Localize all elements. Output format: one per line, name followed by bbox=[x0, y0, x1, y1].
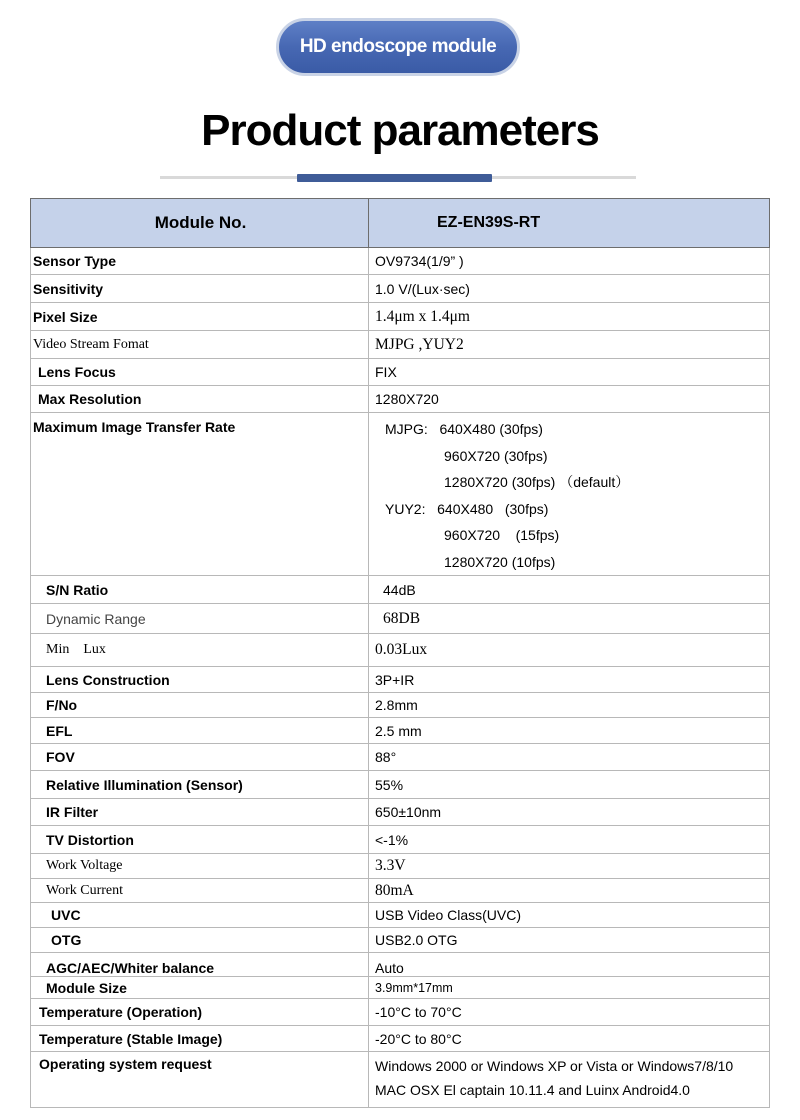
param-label: EFL bbox=[31, 718, 369, 744]
param-value: 2.8mm bbox=[369, 693, 770, 718]
param-value: MJPG ,YUY2 bbox=[369, 331, 770, 359]
param-label: IR Filter bbox=[31, 799, 369, 826]
param-value: USB Video Class(UVC) bbox=[369, 903, 770, 928]
table-header-row bbox=[31, 199, 770, 248]
param-label: Sensitivity bbox=[31, 275, 369, 303]
param-value: 80mA bbox=[369, 879, 770, 903]
table-row bbox=[31, 744, 770, 771]
param-value: 1.4μm x 1.4μm bbox=[369, 303, 770, 331]
table-row bbox=[31, 303, 770, 331]
table-row bbox=[31, 275, 770, 303]
param-value: 0.03Lux bbox=[369, 634, 770, 667]
param-label: Lens Construction bbox=[31, 667, 369, 693]
rate-line: 1280X720 (10fps) bbox=[444, 553, 556, 570]
parameters-table bbox=[30, 198, 770, 1108]
param-value: 88° bbox=[369, 744, 770, 771]
param-label: Relative Illumination (Sensor) bbox=[31, 771, 369, 799]
param-value: 3P+IR bbox=[369, 667, 770, 693]
param-value: <-1% bbox=[369, 826, 770, 854]
table-row bbox=[31, 634, 770, 667]
module-no-value: EZ-EN39S-RT bbox=[369, 199, 770, 248]
table-row bbox=[31, 771, 770, 799]
param-label: Work Voltage bbox=[31, 854, 369, 879]
rate-line: YUY2: 640X480 (30fps) bbox=[385, 500, 549, 517]
param-label: UVC bbox=[31, 903, 369, 928]
param-label: AGC/AEC/Whiter balance bbox=[31, 953, 369, 977]
os-line: MAC OSX El captain 10.11.4 and Luinx Android4.0 bbox=[375, 1082, 690, 1098]
param-label: Work Current bbox=[31, 879, 369, 903]
table-row bbox=[31, 331, 770, 359]
table-row bbox=[31, 604, 770, 634]
table-row bbox=[31, 386, 770, 413]
module-badge: HD endoscope module bbox=[276, 18, 520, 76]
rate-line: 960X720 (30fps) bbox=[444, 447, 548, 464]
param-value: 44dB bbox=[369, 576, 770, 604]
param-value: FIX bbox=[369, 359, 770, 386]
param-label: Module Size bbox=[31, 977, 369, 999]
param-label: Maximum Image Transfer Rate bbox=[31, 413, 369, 576]
table-row bbox=[31, 248, 770, 275]
param-value: -20°C to 80°C bbox=[369, 1026, 770, 1052]
table-row bbox=[31, 576, 770, 604]
param-value: 55% bbox=[369, 771, 770, 799]
param-value: OV9734(1/9” ) bbox=[369, 248, 770, 275]
rate-line: MJPG: 640X480 (30fps) bbox=[385, 421, 543, 437]
module-no-label: Module No. bbox=[31, 199, 369, 248]
table-row bbox=[31, 413, 770, 576]
rate-line: 960X720 (15fps) bbox=[444, 527, 560, 543]
param-value-list bbox=[369, 1052, 770, 1108]
param-value: 3.9mm*17mm bbox=[369, 977, 770, 999]
param-value: USB2.0 OTG bbox=[369, 928, 770, 953]
table-row bbox=[31, 903, 770, 928]
table-row bbox=[31, 1052, 770, 1108]
param-value: 3.3V bbox=[369, 854, 770, 879]
param-label: Dynamic Range bbox=[31, 604, 369, 634]
table-row bbox=[31, 667, 770, 693]
param-label: Operating system request bbox=[31, 1052, 369, 1108]
param-label: Pixel Size bbox=[31, 303, 369, 331]
param-value: 68DB bbox=[369, 604, 770, 634]
table-row bbox=[31, 693, 770, 718]
param-label: Sensor Type bbox=[31, 248, 369, 275]
param-value: 2.5 mm bbox=[369, 718, 770, 744]
table-row bbox=[31, 999, 770, 1026]
param-label: Temperature (Stable Image) bbox=[31, 1026, 369, 1052]
param-value: -10°C to 70°C bbox=[369, 999, 770, 1026]
table-row bbox=[31, 718, 770, 744]
title-divider-accent bbox=[297, 174, 492, 182]
param-label: TV Distortion bbox=[31, 826, 369, 854]
param-label: F/No bbox=[31, 693, 369, 718]
table-row bbox=[31, 1026, 770, 1052]
os-line: Windows 2000 or Windows XP or Vista or Windows7/8/10 bbox=[375, 1058, 734, 1074]
param-value: 1280X720 bbox=[369, 386, 770, 413]
table-row bbox=[31, 879, 770, 903]
table-row bbox=[31, 799, 770, 826]
param-value: 1.0 V/(Lux·sec) bbox=[369, 275, 770, 303]
table-row bbox=[31, 854, 770, 879]
param-label: S/N Ratio bbox=[31, 576, 369, 604]
table-row bbox=[31, 953, 770, 977]
page-title: Product parameters bbox=[201, 106, 599, 155]
param-label: Video Stream Fomat bbox=[31, 331, 369, 359]
param-value: 650±10nm bbox=[369, 799, 770, 826]
table-row bbox=[31, 826, 770, 854]
param-label: Max Resolution bbox=[31, 386, 369, 413]
param-label: Min Lux bbox=[31, 634, 369, 667]
param-value: Auto bbox=[369, 953, 770, 977]
param-value-list bbox=[369, 413, 770, 576]
param-label: Lens Focus bbox=[31, 359, 369, 386]
table-row bbox=[31, 977, 770, 999]
param-label: OTG bbox=[31, 928, 369, 953]
table-row bbox=[31, 928, 770, 953]
param-label: FOV bbox=[31, 744, 369, 771]
table-row bbox=[31, 359, 770, 386]
rate-line: 1280X720 (30fps) （default） bbox=[444, 474, 630, 490]
param-label: Temperature (Operation) bbox=[31, 999, 369, 1026]
